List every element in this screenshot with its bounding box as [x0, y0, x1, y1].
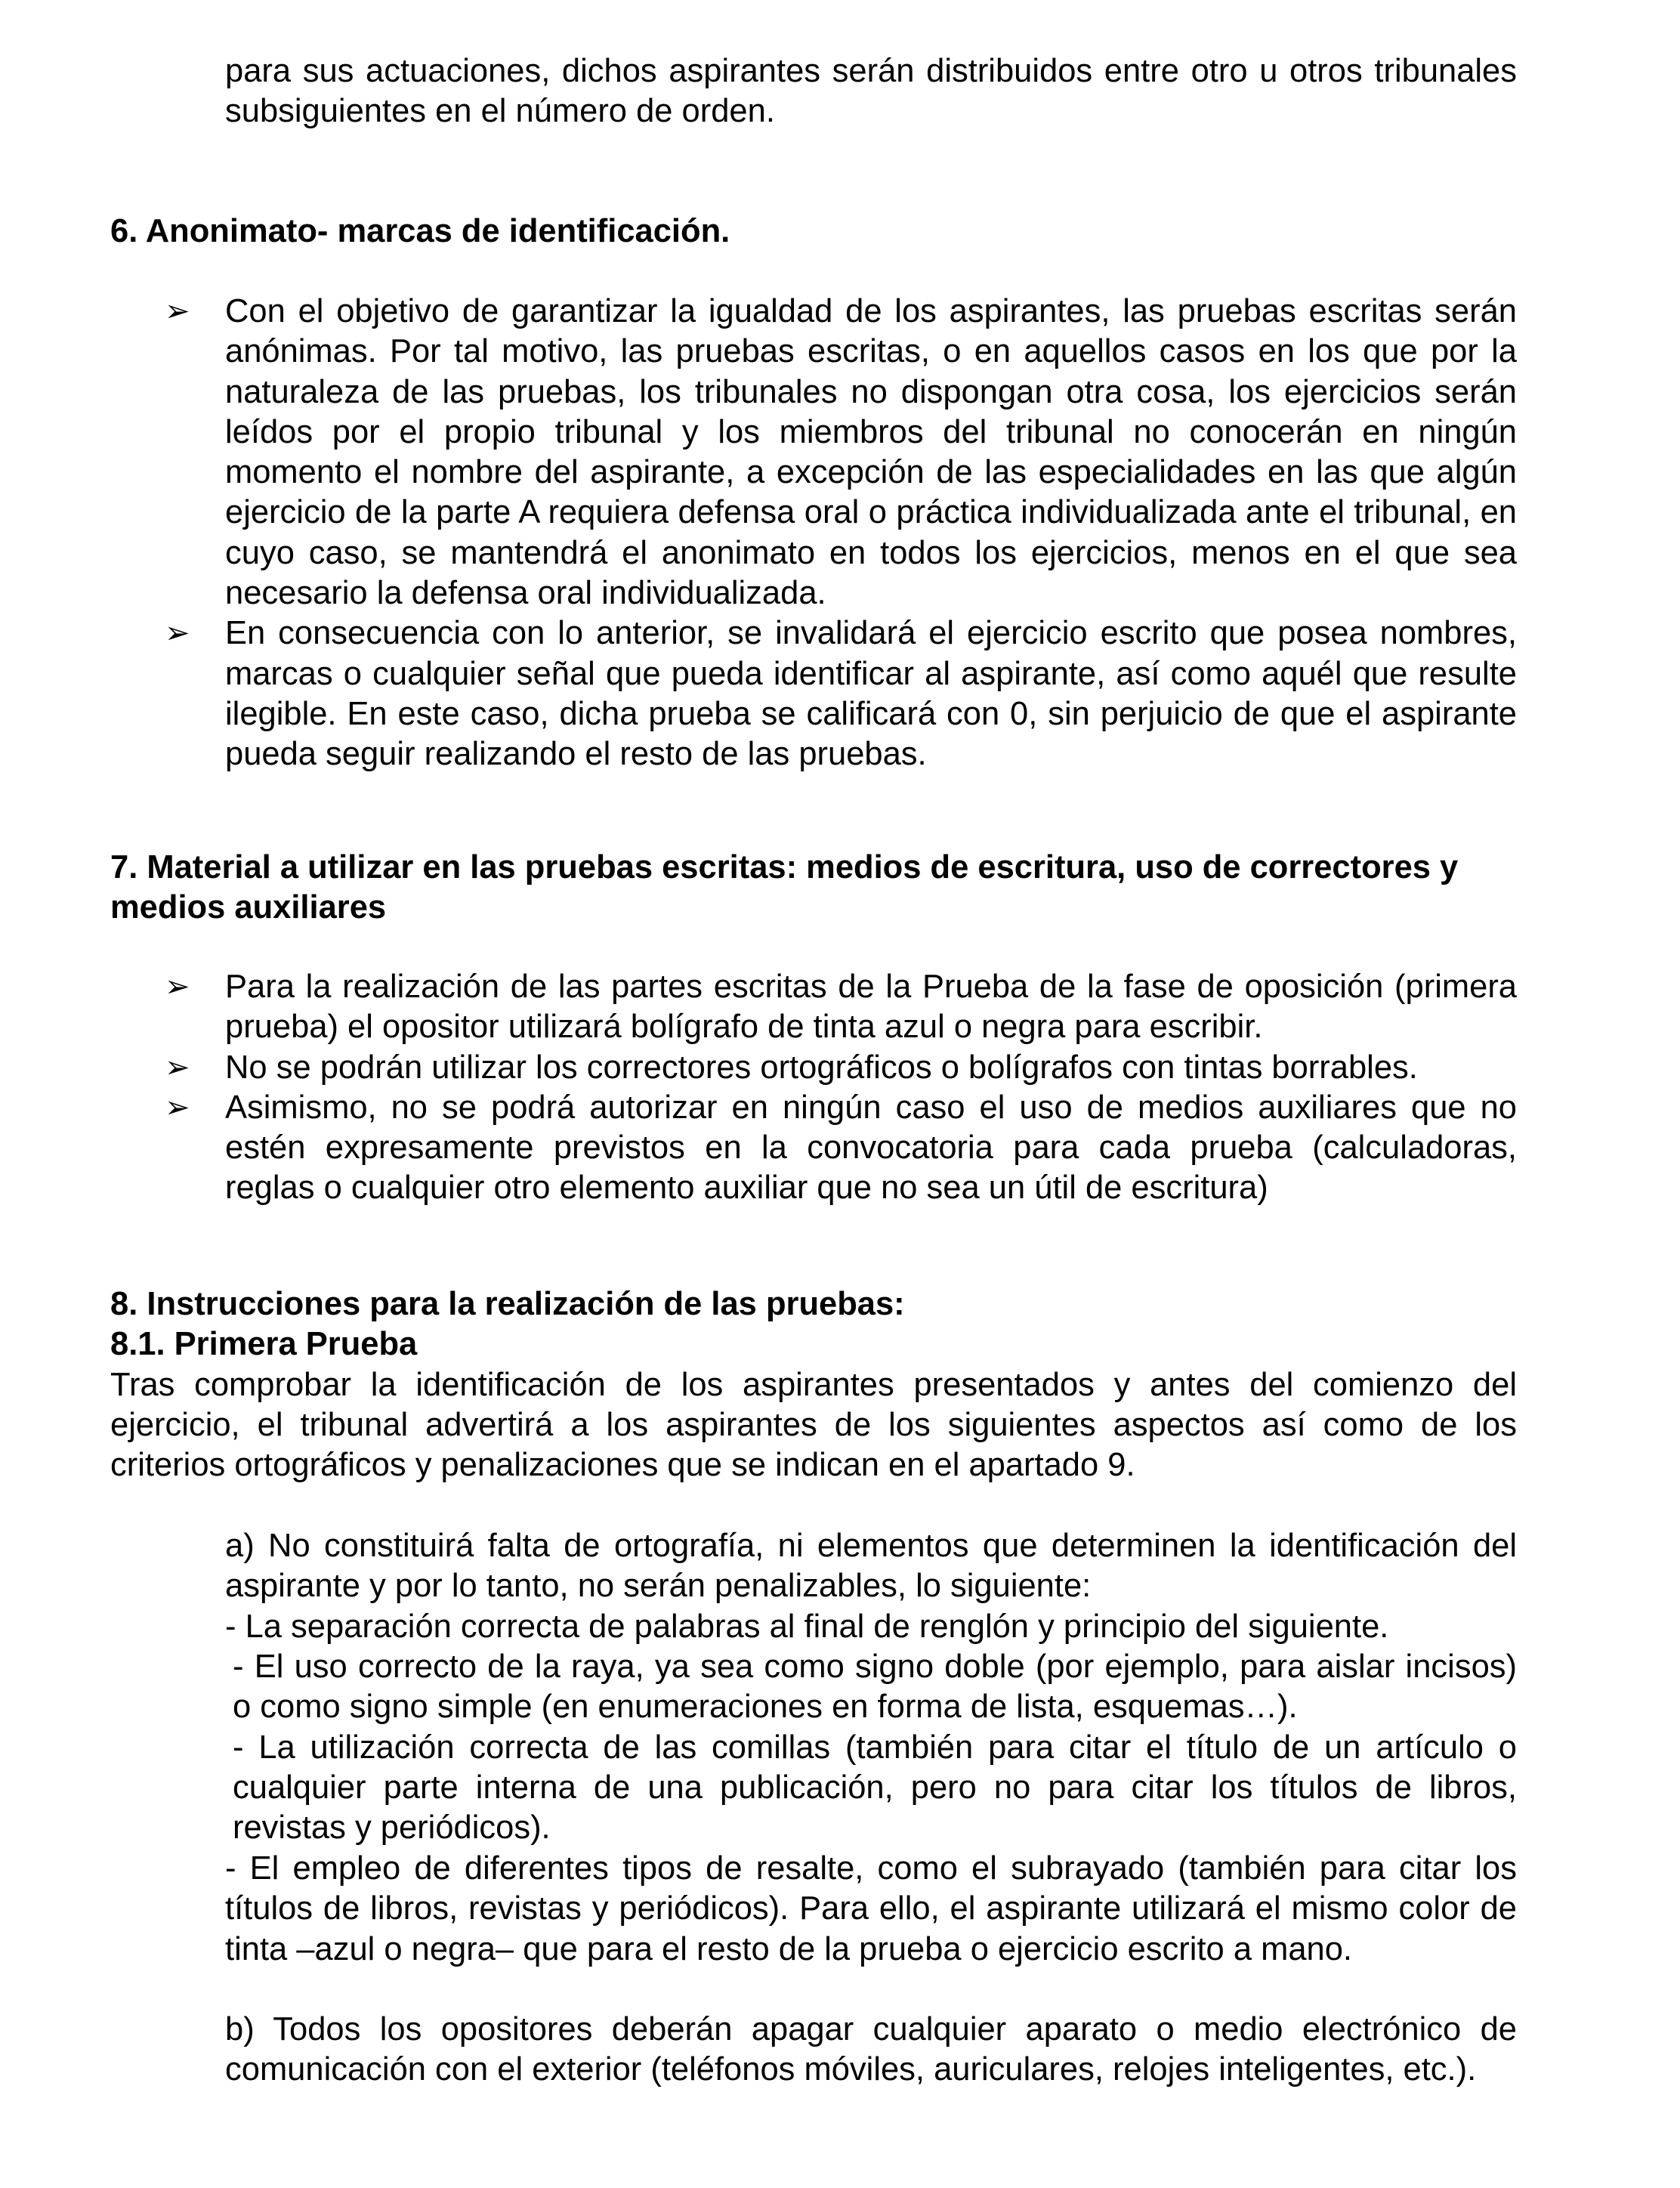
intro-text: para sus actuaciones, dichos aspirantes serán distribuidos entre otro u otros tribunales subsiguientes en el número de orden.	[225, 53, 1517, 130]
item-b-text: b) Todos los opositores deberán apagar cualquier aparato o medio electrónico de comunicación con el exterior (teléfonos móviles, auriculares, relojes inteligentes, etc.).	[225, 2011, 1517, 2088]
arrow-bullet-icon: ➢	[165, 1050, 190, 1084]
section-7-bullet-1	[165, 967, 1517, 1048]
section-8-intro: Tras comprobar la identificación de los aspirantes presentados y antes del comienzo del ejercicio, el tribunal advertirá a los aspirantes de los siguientes aspectos así como de los criterios ortográficos y penalizaciones que se indican en el apartado 9.	[110, 1366, 1517, 1484]
section-6-bullets	[165, 292, 1517, 775]
dash-item-1: - La separación correcta de palabras al final de renglón y principio del siguiente.	[225, 1608, 1389, 1645]
section-6-heading	[110, 212, 1517, 252]
section-6-title: 6. Anonimato- marcas de identificación.	[110, 213, 730, 249]
section-7-bullet-3	[165, 1088, 1517, 1209]
section-8-title: 8. Instrucciones para la realización de las pruebas:	[110, 1286, 905, 1322]
dash-item-4: - El empleo de diferentes tipos de resalte, como el subrayado (también para citar los títulos de libros, revistas y periódicos). Para ello, el aspirante utilizará el mismo color de tinta –azul o negra– que para el resto de la prueba o ejercicio escrito a mano.	[225, 1850, 1517, 1967]
section-7-bullet-2	[165, 1048, 1517, 1088]
section-6-bullet-1	[165, 292, 1517, 613]
intro-paragraph	[225, 51, 1517, 132]
section-8-item-b	[225, 2010, 1517, 2091]
section-8	[110, 1284, 1517, 1485]
section-8-dash-4	[225, 1849, 1517, 1970]
bullet-text: Para la realización de las partes escritas de la Prueba de la fase de oposición (primera prueba) el opositor utilizará bolígrafo de tinta azul o negra para escribir.	[225, 969, 1517, 1046]
section-8-item-a	[225, 1526, 1517, 1647]
bullet-text: Asimismo, no se podrá autorizar en ningún caso el uso de medios auxiliares que no estén expresamente previstos en la convocatoria para cada prueba (calculadoras, reglas o cualquier otro elemento auxiliar que no sea un útil de escritura)	[225, 1089, 1517, 1207]
arrow-bullet-icon: ➢	[165, 970, 190, 1003]
bullet-text: En consecuencia con lo anterior, se invalidará el ejercicio escrito que posea nombres, marcas o cualquier señal que pueda identificar al aspirante, así como aquél que resulte ilegible. En este caso, dicha prueba se calificará con 0, sin perjuicio de que el aspirante pueda seguir realizando el resto de las pruebas.	[225, 615, 1517, 773]
section-7-heading	[110, 848, 1517, 929]
section-8-1-title: 8.1. Primera Prueba	[110, 1326, 418, 1363]
arrow-bullet-icon: ➢	[165, 617, 190, 651]
arrow-bullet-icon: ➢	[165, 1090, 190, 1124]
dash-item-2: - El uso correcto de la raya, ya sea como signo doble (por ejemplo, para aislar incisos) o como signo simple (en enumeraciones en forma de lista, esquemas…).	[233, 1649, 1517, 1726]
section-6-bullet-2	[165, 613, 1517, 774]
section-7-title: 7. Material a utilizar en las pruebas escritas: medios de escritura, uso de correctores y medios auxiliares	[110, 849, 1459, 926]
item-a-text: a) No constituirá falta de ortografía, ni elementos que determinen la identificación del aspirante y por lo tanto, no serán penalizables, lo siguiente:	[225, 1528, 1517, 1605]
bullet-text: Con el objetivo de garantizar la igualdad de los aspirantes, las pruebas escritas serán anónimas. Por tal motivo, las pruebas escritas, o en aquellos casos en los que por la naturaleza de las pruebas, los tribunales no dispongan otra cosa, los ejercicios serán leídos por el propio tribunal y los miembros del tribunal no conocerán en ningún momento el nombre del aspirante, a excepción de las especialidades en las que algún ejercicio de la parte A requiera defensa oral o práctica individualizada ante el tribunal, en cuyo caso, se mantendrá el anonimato en todos los ejercicios, menos en el que sea necesario la defensa oral individualizada.	[225, 293, 1517, 612]
dash-item-3: - La utilización correcta de las comillas (también para citar el título de un artículo o cualquier parte interna de una publicación, pero no para citar los títulos de libros, revistas y periódicos).	[233, 1729, 1517, 1847]
section-8-dash-2-3	[233, 1647, 1517, 1848]
arrow-bullet-icon: ➢	[165, 295, 190, 328]
section-7-bullets	[165, 967, 1517, 1209]
bullet-text: No se podrán utilizar los correctores ortográficos o bolígrafos con tintas borrables.	[225, 1049, 1418, 1086]
